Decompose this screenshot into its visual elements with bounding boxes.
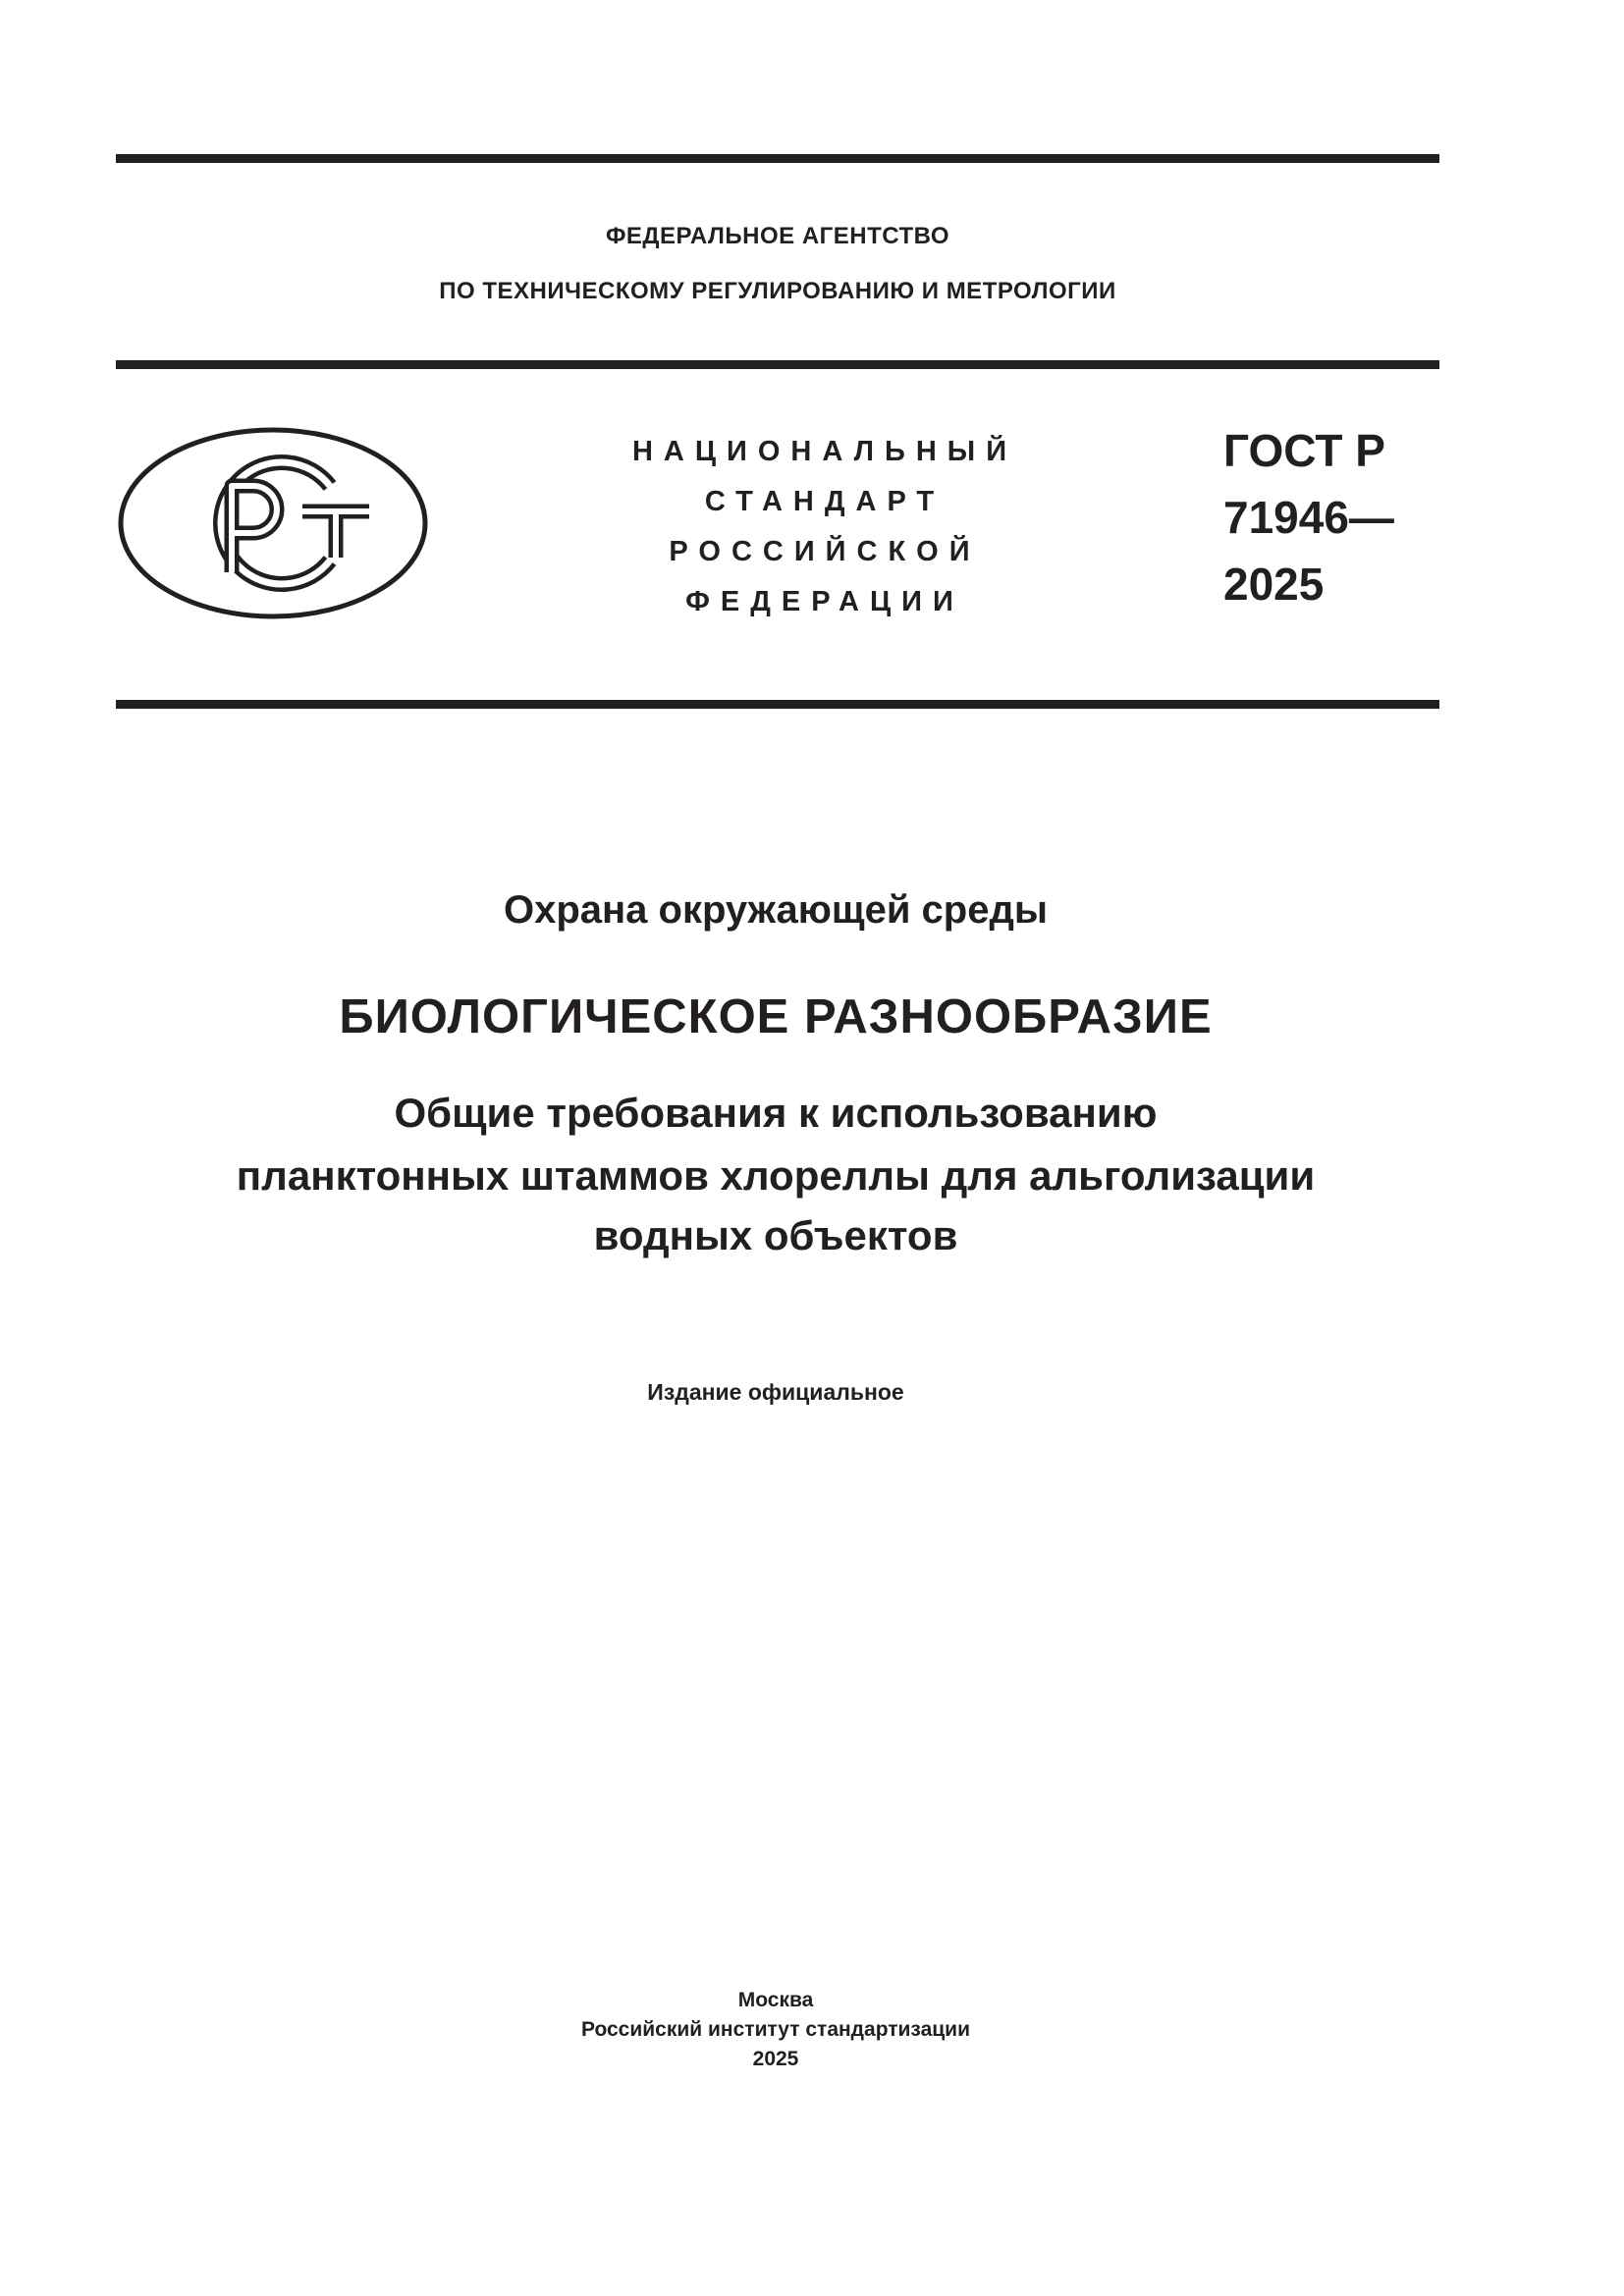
standard-code-line-3: 2025	[1223, 559, 1325, 610]
agency-line-2: ПО ТЕХНИЧЕСКОМУ РЕГУЛИРОВАНИЮ И МЕТРОЛОГИИ	[439, 278, 1116, 304]
national-line-2: СТАНДАРТ	[704, 486, 946, 517]
rst-logo	[116, 425, 430, 621]
bottom-rule	[116, 700, 1439, 709]
top-rule	[116, 154, 1439, 163]
imprint-publisher: Российский институт стандартизации	[580, 2018, 971, 2041]
standard-code-line-1: ГОСТ Р	[1223, 425, 1385, 476]
standard-code	[1223, 417, 1394, 617]
edition-label: Издание официальное	[647, 1379, 904, 1405]
national-standard-label	[579, 427, 1070, 627]
imprint-year: 2025	[752, 2048, 799, 2070]
imprint-city: Москва	[737, 1989, 814, 2011]
middle-rule	[116, 360, 1439, 369]
standard-code-line-2: 71946—	[1223, 492, 1394, 543]
description-line-3: водных объектов	[593, 1212, 958, 1258]
description-line-1: Общие требования к использованию	[394, 1090, 1158, 1136]
national-line-1: НАЦИОНАЛЬНЫЙ	[631, 436, 1018, 467]
subject-title: Охрана окружающей среды	[503, 888, 1049, 932]
rst-logo-icon	[116, 425, 430, 621]
national-line-3: РОССИЙСКОЙ	[669, 536, 981, 567]
national-line-4: ФЕДЕРАЦИИ	[685, 586, 964, 617]
agency-line-1: ФЕДЕРАЛЬНОЕ АГЕНТСТВО	[605, 223, 950, 249]
description-line-2: планктонных штаммов хлореллы для альголизации	[236, 1152, 1316, 1199]
main-title: БИОЛОГИЧЕСКОЕ РАЗНООБРАЗИЕ	[339, 990, 1213, 1043]
